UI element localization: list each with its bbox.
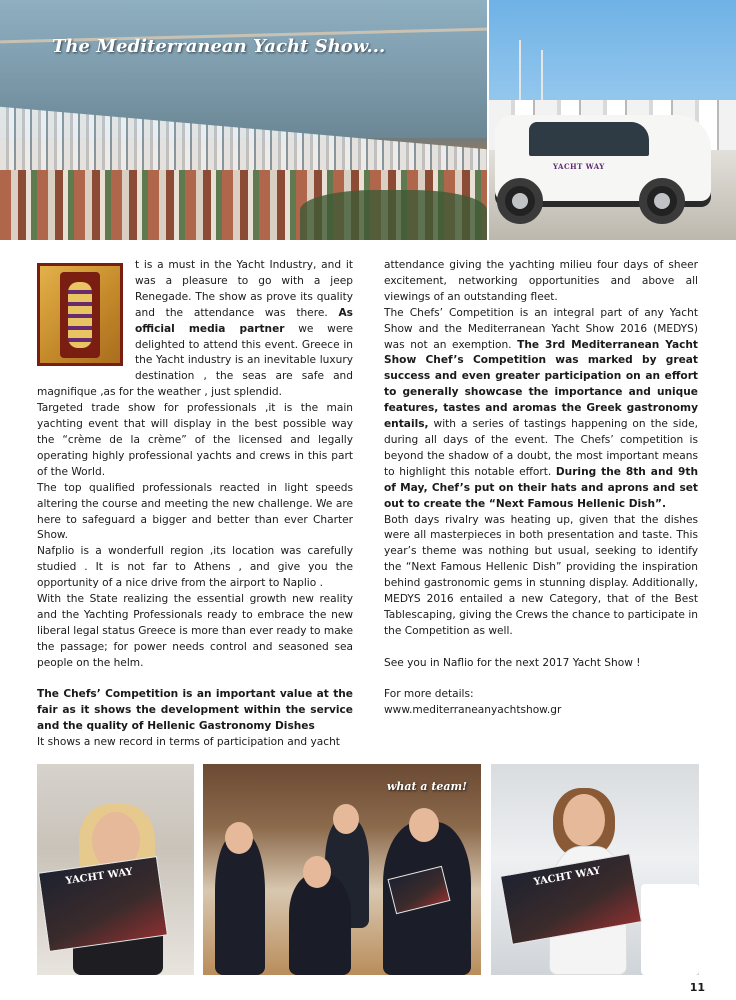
- paragraph-bold: The Chefs’ Competition is an important value at the fair as it shows the development within the service and the quality of Hellenic Gastronomy Dishes: [37, 688, 353, 733]
- paragraph: Nafplio is a wonderfull region ,its location was carefully studied . It is not far to Athens , and give you the opportunity of a nice drive from the airport to Naplio .: [37, 545, 353, 590]
- paragraph: The top qualified professionals reacted in light speeds altering the course and meeting the new challenge. We are here to safeguard a bigger and better than ever Charter Show.: [37, 481, 353, 542]
- caption-what-a-team: what a team!: [386, 780, 467, 793]
- jeep-wheel: [639, 178, 685, 224]
- crew-face: [225, 822, 253, 854]
- jeep-logo: YACHT WAY: [553, 162, 605, 171]
- paragraph: With the State realizing the essential growth new reality and the Yachting Professionals ready to embrace the new liberal legal status Greece is more than ever ready to make the passage; for power needs control and seasoned sea people on the helm.: [37, 593, 353, 669]
- illuminated-initial-icon: [37, 263, 123, 366]
- crew-face: [333, 804, 359, 834]
- hero-photo-harbor: [0, 0, 487, 240]
- jeep-wheel: [497, 178, 543, 224]
- article-column-left: [37, 258, 353, 751]
- paragraph-spacer: [384, 672, 698, 688]
- website-link[interactable]: www.mediterraneanyachtshow.gr: [384, 704, 562, 717]
- paragraph-spacer: [384, 640, 698, 656]
- crew-member: [289, 874, 351, 975]
- paragraph-chefs: The Chefs’ Competition is an integral part of any Yacht Show and the Mediterranean Yacht Show 2016 (MEDYS) was not an exemption. The 3rd Mediterranean Yacht Show Chef’s Competition was marked by great success and even greater participation on an effort to generally showcase the importance and unique features, tastes and aromas the Greek gastronomy entails, with a series of tastings happening on the side, during all days of the event. The Chefs’ competition is beyond the shadow of a doubt, the most important means to highlight this notable effort. During the 8th and 9th of May, Chef’s put on their hats and aprons and set out to create the “Next Famous Hellenic Dish”.: [384, 306, 698, 510]
- article-title: The Mediterranean Yacht Show...: [52, 36, 386, 57]
- paragraph: It shows a new record in terms of participation and yacht: [37, 736, 340, 749]
- paragraph: Targeted trade show for professionals ,it is the main yachting event that will display in the best possible way the “crème de la crème” of the licensed and legally operating highly professional yachts and crews in this part of the World.: [37, 402, 353, 478]
- details-label: For more details:: [384, 688, 474, 701]
- dining-table: [641, 884, 699, 975]
- magazine: YACHT WAY: [38, 856, 168, 952]
- article-column-right: [384, 258, 698, 719]
- woman-face: [563, 794, 605, 846]
- jeep-window: [529, 122, 649, 156]
- paragraph: Both days rivalry was heating up, given that the dishes were all masterpieces in both presentation and taste. This year’s theme was nothing but usual, seeking to identify the “Next Famous Hellenic Dish” providing the inspiration behind gastronomic gems in stunning display. Additionally, MEDYS 2016 entailed a new Category, that of the Best Tablescaping, giving the Crews the chance to participate in the Competition as well.: [384, 513, 698, 637]
- paragraph-spacer: [37, 672, 353, 688]
- hero-photo-jeep: [489, 0, 736, 240]
- photo-crew-team: [203, 764, 481, 975]
- harbor-trees: [300, 190, 487, 240]
- paragraph-closing: See you in Naflio for the next 2017 Yacht Show !: [384, 656, 641, 669]
- magazine: YACHT WAY: [500, 853, 642, 945]
- crew-face: [409, 808, 439, 842]
- paragraph: attendance giving the yachting milieu four days of sheer excitement, networking opportunities and above all viewings of an outstanding fleet.: [384, 259, 698, 303]
- crew-face: [303, 856, 331, 888]
- page-number: 11: [689, 981, 705, 994]
- highlight-media-partner: As official media partner: [135, 306, 353, 335]
- crew-member: [215, 834, 265, 975]
- paragraph-intro: t is a must in the Yacht Industry, and it was a pleasure to go with a jeep Renegade. The show as prove its quality and the attendance was there. As official media partner we were delighted to attend this event. Greece in the Yacht industry is an inevitable luxury destination , the seas are safe and magnifique ,as for the weather , just splendid.: [37, 259, 354, 399]
- photo-woman-table: [491, 764, 699, 975]
- photo-woman-reading: [37, 764, 194, 975]
